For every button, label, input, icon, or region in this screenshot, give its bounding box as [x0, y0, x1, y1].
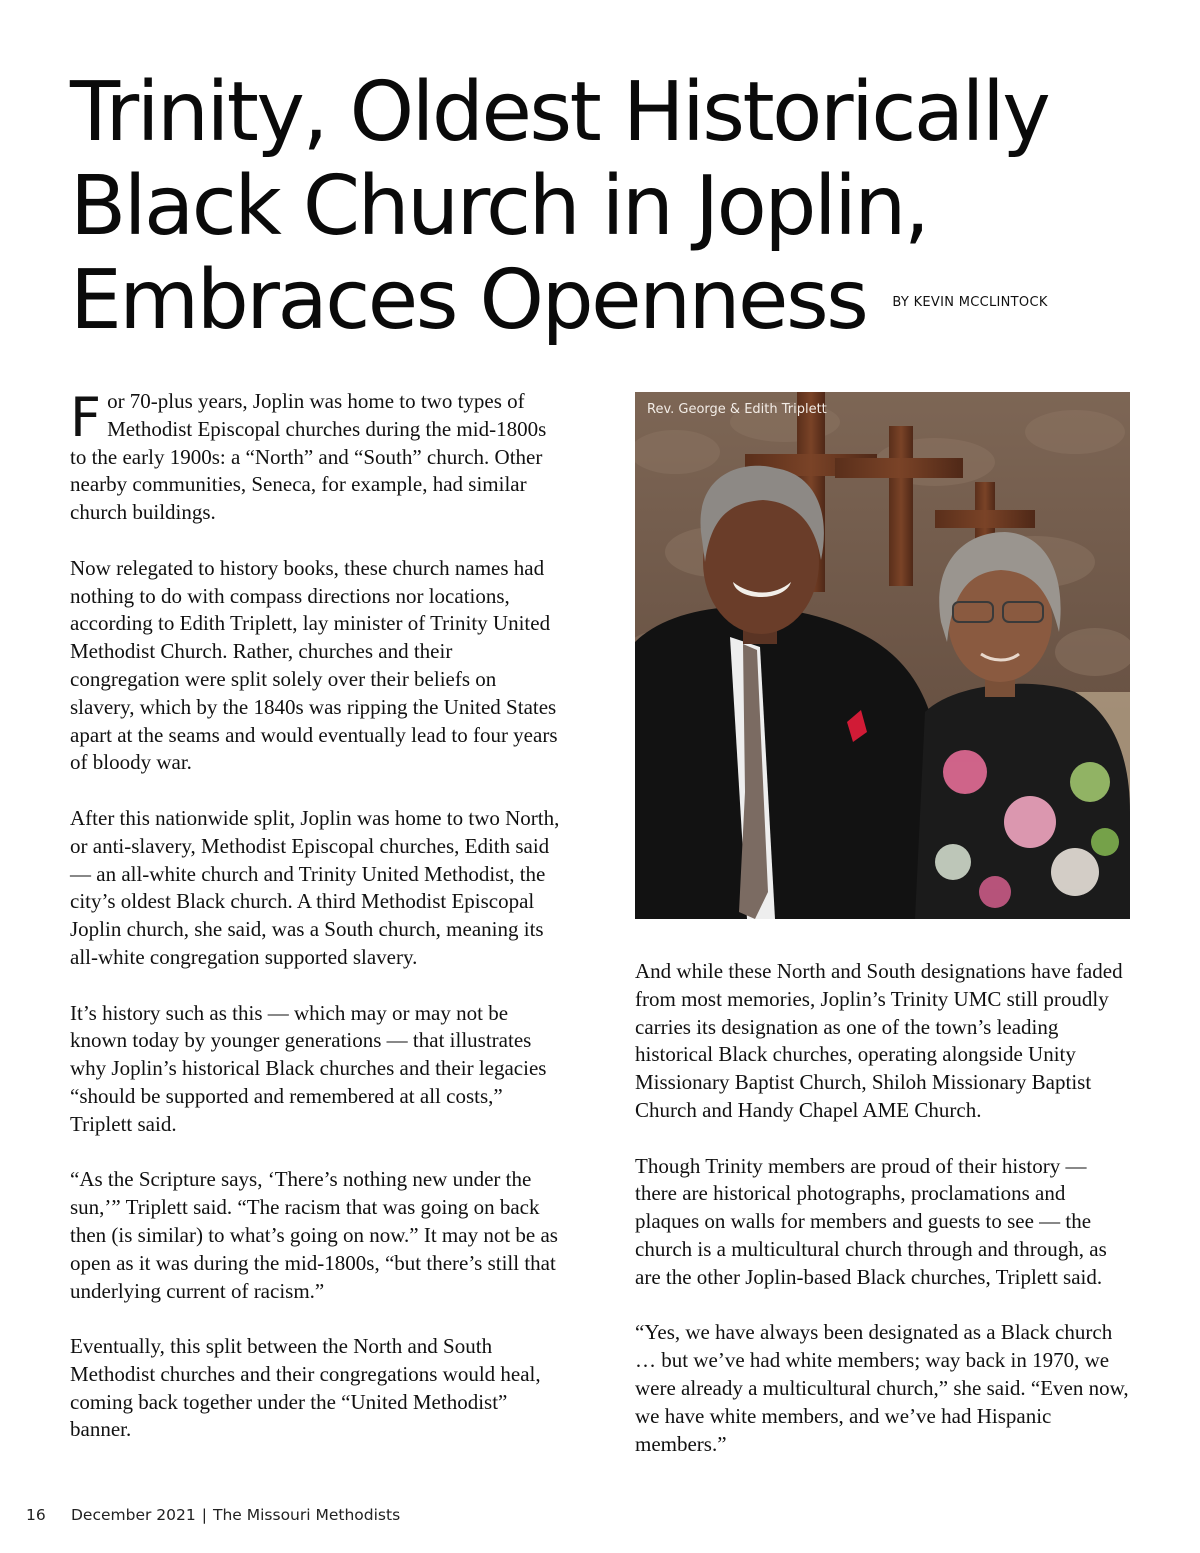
title-line-2: Black Church in Joplin, [70, 159, 928, 254]
paragraph-9: “Yes, we have always been designated as a Black church … but we’ve had white members; way back in 1970, we were already a multicultural church,” she said. “Even now, we have white members, and we’ve had Hispanic members.” [635, 1320, 1129, 1456]
issue-date: December 2021 [71, 1506, 196, 1524]
paragraph-6: Eventually, this split between the North and South Methodist churches and their congregations would heal, coming back together under the “United Methodist” banner. [70, 1334, 541, 1442]
article-title [70, 66, 1150, 348]
right-column [635, 958, 1131, 1486]
byline: BY KEVIN MCCLINTOCK [892, 295, 1048, 310]
page-footer [26, 1506, 400, 1524]
triplett-photo [635, 392, 1130, 919]
drop-cap: F [70, 386, 102, 449]
photo-caption: Rev. George & Edith Triplett [647, 402, 827, 417]
publication-name: The Missouri Methodists [212, 1506, 401, 1524]
paragraph-7: And while these North and South designations have faded from most memories, Joplin’s Trinity UMC still proudly carries its designation as one of the town’s leading historical Black churches, operating alongside Unity Missionary Baptist Church, Shiloh Missionary Baptist Church and Handy Chapel AME Church. [635, 959, 1123, 1122]
left-column [70, 388, 566, 1472]
paragraph-1 [70, 388, 566, 527]
paragraph-8: Though Trinity members are proud of their history — there are historical photographs, proclamations and plaques on walls for members and guests to see — the church is a multicultural church through and through, as are the other Joplin-based Black churches, Triplett said. [635, 1153, 1107, 1289]
title-line-1: Trinity, Oldest Historically [70, 65, 1049, 160]
footer-separator: | [201, 1506, 207, 1524]
paragraph-2: Now relegated to history books, these church names had nothing to do with compass directions nor locations, according to Edith Triplett, lay minister of Trinity United Methodist Church. Rather, churches and their congregation were split solely over their beliefs on slavery, which by the 1840s was ripping the United States apart at the seams and would eventually lead to four years of bloody war. [70, 555, 558, 775]
paragraph-5: “As the Scripture says, ‘There’s nothing new under the sun,’” Triplett said. “The racism that was going on back then (is similar) to what’s going on now.” It may not be as open as it was during the mid-1800s, “but there’s still that underlying current of racism.” [70, 1167, 558, 1303]
paragraph-1-text: or 70-plus years, Joplin was home to two types of Methodist Episcopal churches during the mid-1800s to the early 1900s: a “North” and “South” church. Other nearby communities, Seneca, for example, had similar church buildings. [70, 389, 547, 525]
paragraph-3: After this nationwide split, Joplin was home to two North, or anti-slavery, Methodist Episcopal churches, Edith said — an all-white church and Trinity United Methodist, the city’s oldest Black church. A third Methodist Episcopal Joplin church, she said, was a South church, meaning its all-white congregation supported slavery. [70, 805, 560, 969]
photo-illustration [635, 392, 1130, 919]
page-number: 16 [26, 1506, 46, 1524]
paragraph-4: It’s history such as this — which may or may not be known today by younger generations — that illustrates why Joplin’s historical Black churches and their legacies “should be supported and remembered at all costs,” Triplett said. [70, 1000, 547, 1136]
title-line-3: Embraces Openness [70, 253, 867, 348]
